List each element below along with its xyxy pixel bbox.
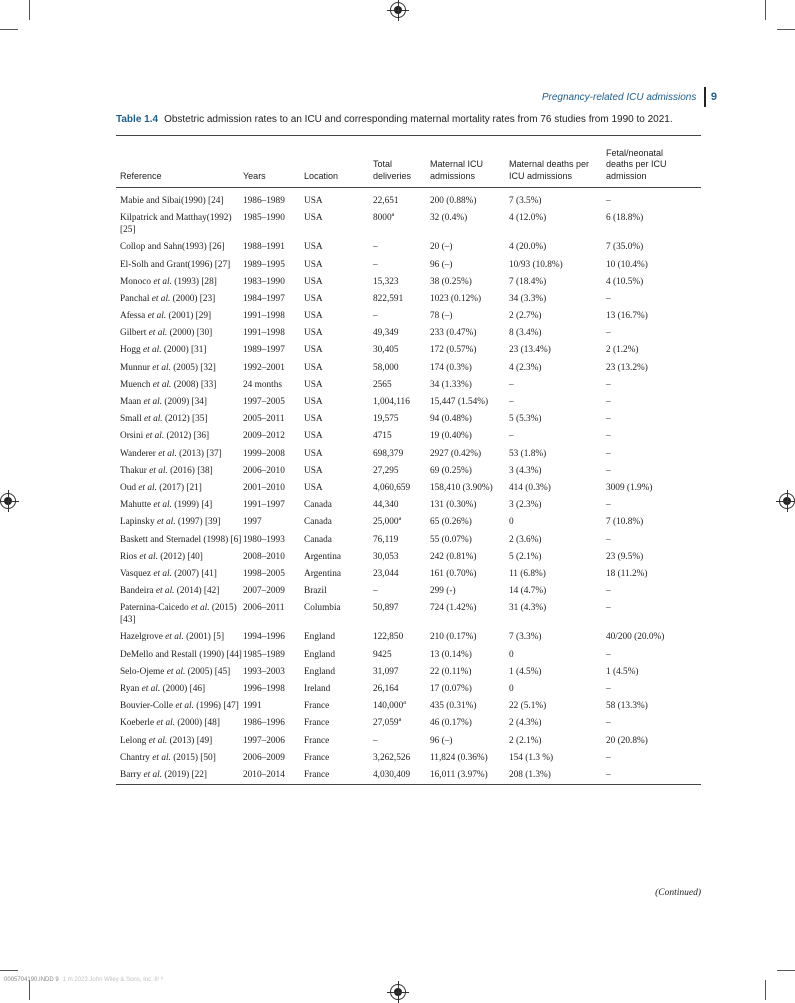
table-cell: 1983–1990 [243,276,285,287]
table-cell: 724 (1.42%) [430,603,477,614]
table-cell: 158,410 (3.90%) [430,482,493,493]
table-cell: – [606,397,611,408]
table-cell: USA [304,328,323,339]
table-caption-text: Obstetric admission rates to an ICU and corresponding maternal mortality rates from 76 studies from 1990 to 2021. [164,114,673,125]
table-cell: 172 (0.57%) [430,345,477,356]
table-cell: 30,053 [373,551,399,562]
table-cell: USA [304,213,323,224]
table-cell: – [606,752,611,763]
table-cell: – [606,431,611,442]
table-cell: 7 (3.5%) [509,195,542,206]
reference-cell: Hogg et al. (2000) [31] [120,345,207,356]
crop-mark-bottom-left [29,980,30,1000]
table-cell: 44,340 [373,500,399,511]
reference-cell: Paternina-Caicedo et al. (2015) [43] [120,603,237,626]
table-row [116,548,701,565]
table-cell: 3009 (1.9%) [606,482,653,493]
reference-cell: Ryan et al. (2000) [46] [120,684,206,695]
table-cell: – [606,684,611,695]
table-cell: 1023 (0.12%) [430,293,482,304]
table-cell: 58 (13.3%) [606,701,648,712]
crop-mark-top-left [29,0,30,20]
table-cell: – [606,534,611,545]
table-cell: – [509,431,514,442]
table-cell: USA [304,293,323,304]
table-cell: 27,295 [373,465,399,476]
reference-cell: Lelong et al. (2013) [49] [120,735,213,746]
reference-cell: Munnur et al. (2005) [32] [120,362,216,373]
table-row [116,210,701,239]
table-body [116,188,701,783]
table-cell: 94 (0.48%) [430,414,472,425]
slug-file: 0005704190.INDD 9 [4,977,59,983]
reference-cell: Kilpatrick and Matthay(1992) [25] [120,213,232,236]
table-cell: USA [304,242,323,253]
reference-cell: Chantry et al. (2015) [50] [120,752,216,763]
reference-cell: Wanderer et al. (2013) [37] [120,448,222,459]
table-cell: France [304,769,330,780]
table-row [116,646,701,663]
table-cell: 1989–1995 [243,259,285,270]
table-cell: USA [304,345,323,356]
table-cell: 1991–1998 [243,311,285,322]
table-cell: 161 (0.70%) [430,568,477,579]
reference-cell: Oud et al. (2017) [21] [120,482,202,493]
table-cell: England [304,649,335,660]
table-cell: – [606,769,611,780]
table-cell: 31,097 [373,666,399,677]
table-cell: USA [304,276,323,287]
table-cell: – [606,465,611,476]
table-cell: England [304,666,335,677]
table-row [116,359,701,376]
table-cell: 13 (0.14%) [430,649,472,660]
table-cell: Columbia [304,603,341,614]
table-row [116,749,701,766]
table-caption-label: Table 1.4 [116,114,159,125]
registration-mark-left [0,493,16,509]
table-cell: – [606,195,611,206]
reference-cell: DeMello and Restall (1990) [44] [120,649,242,660]
table-cell: 7 (18.4%) [509,276,547,287]
table-row [116,445,701,462]
table-cell: – [606,603,611,614]
page-number: 9 [710,91,717,103]
header-cell: Total deliveries [373,159,412,181]
table-row [116,531,701,548]
table-cell: 20 (–) [430,242,453,253]
table-cell: 76,119 [373,534,399,545]
table-cell: 17 (0.07%) [430,684,472,695]
table-cell: 3 (4.3%) [509,465,542,476]
reference-cell: Bouvier-Colle et al. (1996) [47] [120,701,239,712]
table-cell: USA [304,362,323,373]
table-cell: USA [304,195,323,206]
table-cell: 24 months [243,379,282,390]
table-cell: 27,059$^a$ [373,717,402,729]
reference-cell: Bandeira et al. (2014) [42] [120,586,220,597]
table-row [116,308,701,325]
reference-cell: Afessa et al. (2001) [29] [120,311,212,322]
reference-cell: Hazelgrove et al. (2001) [5] [120,632,225,643]
table-cell: 19,575 [373,414,399,425]
table-cell: 30,405 [373,345,399,356]
header-cell: Fetal/neonatal deaths per ICU admission [606,147,667,181]
table-cell: 26,164 [373,684,399,695]
table-cell: Ireland [304,684,331,695]
table-row [116,600,701,629]
table-cell: 4 (12.0%) [509,213,547,224]
crop-mark-right-top [777,29,795,30]
table-cell: – [606,414,611,425]
table-cell: USA [304,379,323,390]
table-cell: 414 (0.3%) [509,482,551,493]
table-cell: – [606,500,611,511]
table-cell: USA [304,431,323,442]
table-cell: 1998–2005 [243,568,285,579]
table-cell: 23 (13.4%) [509,345,551,356]
slug-faint: 1 m 2023 John Wiley & Sons, Inc. 8ᵗ ᵗᵗ [62,977,164,983]
table-cell: 2007–2009 [243,586,285,597]
table-row [116,325,701,342]
table-cell: 4,060,659 [373,482,411,493]
table-cell: 10 (10.4%) [606,259,648,270]
table-cell: USA [304,259,323,270]
table-cell: 1997–2005 [243,397,285,408]
table-cell: 4715 [373,431,392,442]
reference-cell: Lapinsky et al. (1997) [39] [120,517,221,528]
print-slug [4,977,163,983]
crop-mark-left-top [0,29,18,30]
table-cell: 7 (35.0%) [606,242,644,253]
table-cell: 2 (2.1%) [509,735,542,746]
reference-cell: Gilbert et al. (2000) [30] [120,328,213,339]
table-cell: 1980–1993 [243,534,285,545]
header-cell: Maternal ICU admissions [430,159,484,181]
table-cell: 122,850 [373,632,404,643]
table-cell: 53 (1.8%) [509,448,547,459]
table-cell: 11 (6.8%) [509,568,546,579]
table-row [116,680,701,697]
table-cell: – [606,649,611,660]
reference-cell: Muench et al. (2008) [33] [120,379,217,390]
table-cell: England [304,632,335,643]
table-cell: 2001–2010 [243,482,285,493]
table-cell: 23,044 [373,568,399,579]
header-cell: Maternal deaths per ICU admissions [509,159,590,181]
table-cell: 78 (–) [430,311,453,322]
table-row [116,715,701,732]
reference-cell: Small et al. (2012) [35] [120,414,208,425]
table-cell: 7 (3.3%) [509,632,542,643]
table-cell: 46 (0.17%) [430,718,472,729]
table-cell: 0 [509,517,514,528]
table-cell: 7 (10.8%) [606,517,644,528]
table-cell: 208 (1.3%) [509,769,551,780]
table-cell: 25,000$^a$ [373,516,402,528]
table-row [116,342,701,359]
table-cell: France [304,735,330,746]
crop-mark-top-right [765,0,766,20]
table-cell: 1993–2003 [243,666,285,677]
reference-cell: Panchal et al. (2000) [23] [120,293,216,304]
table-cell: 1988–1991 [243,242,285,253]
table-row [116,239,701,256]
table-cell: 15,323 [373,276,399,287]
table-row [116,393,701,410]
table-cell: 5 (5.3%) [509,414,542,425]
table-cell: 96 (–) [430,735,453,746]
table-cell: – [606,379,611,390]
running-head-divider [704,87,706,107]
table-cell: 1986–1989 [243,195,285,206]
table-cell: 18 (11.2%) [606,568,648,579]
table-cell: 1997–2006 [243,735,285,746]
table-cell: 233 (0.47%) [430,328,477,339]
reference-cell: Monoco et al. (1993) [28] [120,276,217,287]
table-row [116,462,701,479]
reference-cell: Baskett and Sternadel (1998) [6] [120,534,242,545]
table-cell: 4 (2.3%) [509,362,542,373]
table-row [116,479,701,496]
reference-cell: Mabie and Sibai(1990) [24] [120,195,224,206]
table-cell: Canada [304,500,332,511]
table-cell: – [373,259,378,270]
table-cell: 200 (0.88%) [430,195,477,206]
table-cell: – [373,735,378,746]
table-cell: – [509,379,514,390]
table-cell: USA [304,414,323,425]
table-cell: 20 (20.8%) [606,735,648,746]
registration-mark-top [390,2,406,18]
table-cell: 1991–1997 [243,500,285,511]
table-cell: 1997 [243,517,262,528]
table-cell: 34 (1.33%) [430,379,472,390]
table-cell: 1984–1997 [243,293,285,304]
running-head-title: Pregnancy-related ICU admissions [541,91,697,103]
table-cell: 22 (0.11%) [430,666,472,677]
table-cell: 2006–2010 [243,465,285,476]
table-cell: 9425 [373,649,392,660]
table-row [116,290,701,307]
table-cell: 6 (18.8%) [606,213,644,224]
table-cell: France [304,701,330,712]
table-cell: 2006–2011 [243,603,285,614]
table-cell: Canada [304,534,332,545]
table-cell: 23 (13.2%) [606,362,648,373]
header-cell: Years [243,170,266,181]
table-cell: 1985–1990 [243,213,285,224]
table-caption [116,114,716,125]
table-cell: France [304,752,330,763]
table-cell: 2927 (0.42%) [430,448,482,459]
table-cell: USA [304,397,323,408]
table-cell: 3,262,526 [373,752,411,763]
table-cell: 0 [509,649,514,660]
table-cell: 69 (0.25%) [430,465,472,476]
table-row [116,411,701,428]
table-cell: 2008–2010 [243,551,285,562]
reference-cell: Rios et al. (2012) [40] [120,551,203,562]
table-row [116,273,701,290]
table-cell: 13 (16.7%) [606,311,648,322]
table-cell: 50,897 [373,603,399,614]
registration-mark-right [779,493,795,509]
table-cell: 2010–2014 [243,769,285,780]
table-cell: 19 (0.40%) [430,431,472,442]
table-cell: 8 (3.4%) [509,328,542,339]
table-header-row [116,136,701,187]
reference-cell: Maan et al. (2009) [34] [120,397,208,408]
table-cell: 3 (2.3%) [509,500,542,511]
table-cell: 4 (20.0%) [509,242,547,253]
table-cell: 1989–1997 [243,345,285,356]
running-head [542,87,717,107]
table-cell: – [606,293,611,304]
table-cell: 32 (0.4%) [430,213,468,224]
reference-cell: Vasquez et al. (2007) [41] [120,568,217,579]
table-cell: 15,447 (1.54%) [430,397,489,408]
table-cell: 16,011 (3.97%) [430,769,488,780]
table-cell: 1,004,116 [373,397,410,408]
table-cell: 1 (4.5%) [509,666,542,677]
table-row [116,583,701,600]
table-cell: 822,591 [373,293,404,304]
data-table [116,135,701,785]
table-cell: USA [304,311,323,322]
reference-cell: El-Solh and Grant(1996) [27] [120,259,231,270]
table-cell: 2 (2.7%) [509,311,542,322]
table-cell: 65 (0.26%) [430,517,472,528]
table-cell: Argentina [304,568,342,579]
table-cell: 698,379 [373,448,404,459]
table-cell: 140,000$^a$ [373,700,406,712]
table-cell: Argentina [304,551,342,562]
table-cell: – [373,311,378,322]
table-cell: 22 (5.1%) [509,701,547,712]
table-row [116,428,701,445]
table-cell: 4 (10.5%) [606,276,644,287]
table-cell: 10/93 (10.8%) [509,259,563,270]
table-row [116,698,701,715]
table-bottom-rule [116,784,701,785]
table-cell: 242 (0.81%) [430,551,477,562]
table-row [116,629,701,646]
table-cell: 31 (4.3%) [509,603,547,614]
table-row [116,663,701,680]
table-cell: 22,651 [373,195,399,206]
crop-mark-bottom-right [765,980,766,1000]
table-cell: 1994–1996 [243,632,285,643]
table-row [116,766,701,783]
table-cell: – [373,586,378,597]
table-cell: Brazil [304,586,327,597]
table-cell: 5 (2.1%) [509,551,542,562]
table-cell: – [606,448,611,459]
table-cell: USA [304,465,323,476]
reference-cell: Orsini et al. (2012) [36] [120,431,210,442]
table-cell: 2009–2012 [243,431,285,442]
table-cell: – [373,242,378,253]
table-row [116,376,701,393]
table-cell: 2005–2011 [243,414,285,425]
table-cell: 58,000 [373,362,399,373]
table-cell: 2565 [373,379,392,390]
crop-mark-right-bottom [777,970,795,971]
header-cell: Reference [120,170,162,181]
table-cell: 8000$^a$ [373,212,395,224]
continued-note: (Continued) [655,888,701,898]
table-cell: 49,349 [373,328,399,339]
table-cell: 2006–2009 [243,752,285,763]
table-cell: 14 (4.7%) [509,586,547,597]
table-cell: 38 (0.25%) [430,276,472,287]
table-cell: France [304,718,330,729]
table-cell: 1986–1996 [243,718,285,729]
table-cell: USA [304,482,323,493]
table-cell: 2 (3.6%) [509,534,542,545]
table-cell: 11,824 (0.36%) [430,752,488,763]
table-cell: 1 (4.5%) [606,666,639,677]
reference-cell: Koeberle et al. (2000) [48] [120,718,220,729]
table-cell: – [509,397,514,408]
table-row [116,732,701,749]
table-cell: 2 (4.3%) [509,718,542,729]
reference-cell: Thakur et al. (2016) [38] [120,465,213,476]
reference-cell: Selo-Ojeme et al. (2005) [45] [120,666,231,677]
table-row [116,256,701,273]
table-cell: 435 (0.31%) [430,701,477,712]
table-row [116,565,701,582]
table-cell: 174 (0.3%) [430,362,472,373]
table-row [116,497,701,514]
table-cell: 0 [509,684,514,695]
table-cell: USA [304,448,323,459]
reference-cell: Mahutte et al. (1999) [4] [120,500,213,511]
table-cell: 1985–1989 [243,649,285,660]
crop-mark-left-bottom [0,970,18,971]
table-cell: 96 (–) [430,259,453,270]
table-cell: 55 (0.07%) [430,534,472,545]
table-cell: – [606,718,611,729]
table-cell: 40/200 (20.0%) [606,632,665,643]
table-cell: 1991 [243,701,262,712]
table-cell: 154 (1.3 %) [509,752,554,763]
table-cell: 23 (9.5%) [606,551,644,562]
table-cell: – [606,586,611,597]
table-cell: 299 (-) [430,586,456,597]
table-cell: Canada [304,517,332,528]
table-cell: 1999–2008 [243,448,285,459]
table-cell: 1991–1998 [243,328,285,339]
table-cell: 34 (3.3%) [509,293,547,304]
table-cell: 1996–1998 [243,684,285,695]
table-cell: 1992–2001 [243,362,285,373]
reference-cell: Collop and Sahn(1993) [26] [120,242,225,253]
table-row [116,514,701,531]
header-cell: Location [304,170,339,181]
table-cell: – [606,328,611,339]
table-cell: 131 (0.30%) [430,500,477,511]
table-cell: 2 (1.2%) [606,345,639,356]
table-row [116,192,701,209]
reference-cell: Barry et al. (2019) [22] [120,769,208,780]
table-cell: 210 (0.17%) [430,632,477,643]
table-cell: 4,030,409 [373,769,411,780]
registration-mark-bottom [390,984,406,1000]
